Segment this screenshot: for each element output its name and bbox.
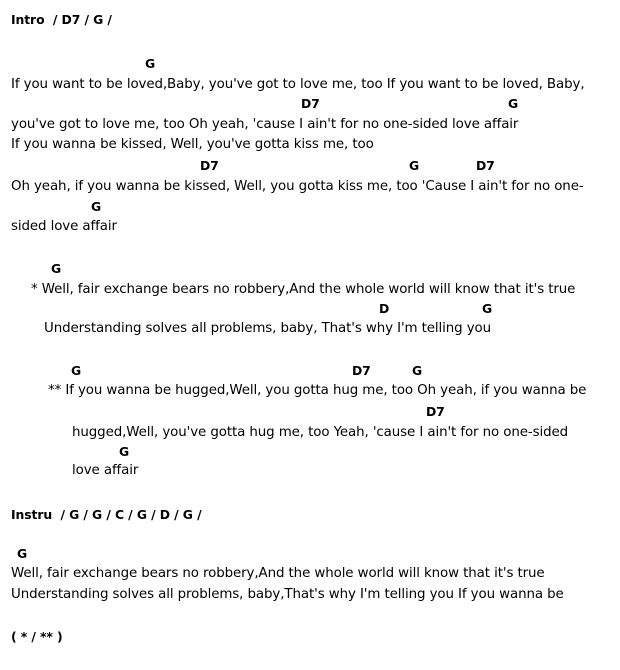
lyric-line: love affair xyxy=(72,463,139,478)
repeat-marker: ( * / ** ) xyxy=(11,629,63,644)
lyric-line: Understanding solves all problems, baby, That's why I'm telling you xyxy=(44,321,492,336)
lyric-line: hugged,Well, you've gotta hug me, too Yeah, 'cause I ain't for no one-sided xyxy=(72,425,569,440)
chord: D7 xyxy=(200,158,219,173)
chord: G xyxy=(71,363,82,378)
chord: G xyxy=(508,96,519,111)
lyric-line: If you wanna be kissed, Well, you've gotta kiss me, too xyxy=(11,137,374,152)
intro-line: Intro / D7 / G / xyxy=(11,12,112,27)
lyric-line: * Well, fair exchange bears no robbery,And the whole world will know that it's true xyxy=(31,282,576,297)
lyric-line: Oh yeah, if you wanna be kissed, Well, you gotta kiss me, too 'Cause I ain't for no one- xyxy=(11,179,584,194)
instru-line: Instru / G / G / C / G / D / G / xyxy=(11,507,202,522)
chord: D7 xyxy=(301,96,320,111)
chord: D7 xyxy=(476,158,495,173)
chord: G xyxy=(51,261,62,276)
lyric-line: you've got to love me, too Oh yeah, 'cause I ain't for no one-sided love affair xyxy=(11,117,519,132)
chord: G xyxy=(409,158,420,173)
lyric-line: Well, fair exchange bears no robbery,And the whole world will know that it's true xyxy=(11,566,545,581)
chord: D7 xyxy=(426,404,445,419)
chord: G xyxy=(145,56,156,71)
chord: G xyxy=(91,199,102,214)
chord: G xyxy=(412,363,423,378)
lyric-line: ** If you wanna be hugged,Well, you gotta hug me, too Oh yeah, if you wanna be xyxy=(48,383,587,398)
lyric-line: sided love affair xyxy=(11,219,117,234)
chord: G xyxy=(119,444,130,459)
chord: D xyxy=(379,301,390,316)
chord: D7 xyxy=(352,363,371,378)
chord: G xyxy=(17,546,28,561)
chord: G xyxy=(482,301,493,316)
lyric-line: If you want to be loved,Baby, you've got to love me, too If you want to be loved, Baby, xyxy=(11,77,585,92)
lyric-line: Understanding solves all problems, baby,That's why I'm telling you If you wanna be xyxy=(11,587,564,602)
